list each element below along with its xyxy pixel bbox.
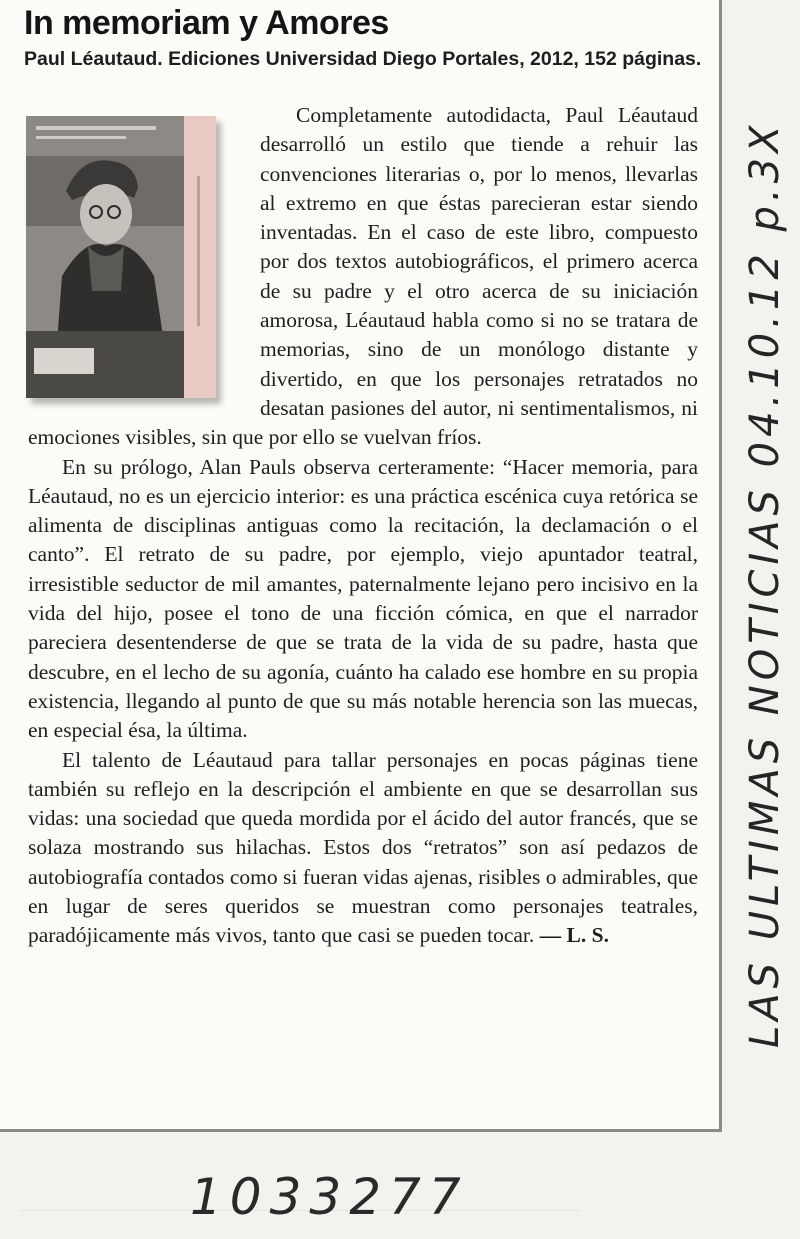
review-title: In memoriam y Amores [24, 4, 389, 42]
handwritten-archive-number: 1033277 [190, 1168, 469, 1226]
review-paragraph-text: El talento de Léautaud para tallar personajes en pocas páginas tiene también su reflejo en la descripción el ambiente en que se desarrollan sus vidas: una sociedad que queda mordida por el ácido del autor francés, que se solaza mostrando sus hilachas. Estos dos “retratos” son así pedazos de autobiografía contados como si fueran vidas ajenas, risibles o admirables, que en lugar de seres queridos se muestran como personajes teatrales, paradójicamente más vivos, tanto que casi se pueden tocar. [28, 747, 698, 948]
review-paragraph: En su prólogo, Alan Pauls observa certeramente: “Hacer memoria, para Léautaud, no es un ejercicio interior: es una práctica escénica cuya retórica se alimenta de disciplinas antiguas como la recitación, la declamación o el canto”. El retrato de su padre, por ejemplo, viejo apuntador teatral, irresistible seductor de mil amantes, paternalmente lejano pero incisivo en la vida del hijo, posee el tono de una ficción cómica, en que el narrador pareciera desentenderse de que se trata de la vida de su padre, hasta que descubre, en el lecho de su agonía, cuánto ha calado ese hombre en su propia existencia, llegando al punto de que su más notable herencia son las muecas, en especial ésa, la última. [28, 454, 698, 743]
book-byline: Paul Léautaud. Ediciones Universidad Diego Portales, 2012, 152 páginas. [24, 48, 702, 70]
author-signature: — L. S. [539, 923, 609, 948]
scan-artifact [20, 1210, 580, 1211]
handwritten-source-note: LAS ULTIMAS NOTICIAS 04.10.12 p.3X [742, 120, 788, 1048]
review-body [28, 101, 698, 951]
review-paragraph: Completamente autodidacta, Paul Léautaud desarrolló un estilo que tiende a rehuir las convenciones literarias o, por lo menos, llevarlas al extremo en que éstas parecieran estar siendo inventadas. En el caso de este libro, compuesto por dos textos autobiográficos, el primero acerca de su padre y el otro acerca de su iniciación amorosa, Léautaud habla como si no se tratara de memorias, sino de un monólogo distante y divertido, en que los personajes retratados no desatan pasiones del autor, ni sentimentalismos, ni emociones visibles, sin que por ello se vuelvan fríos. [28, 103, 698, 450]
review-paragraph [28, 746, 698, 951]
